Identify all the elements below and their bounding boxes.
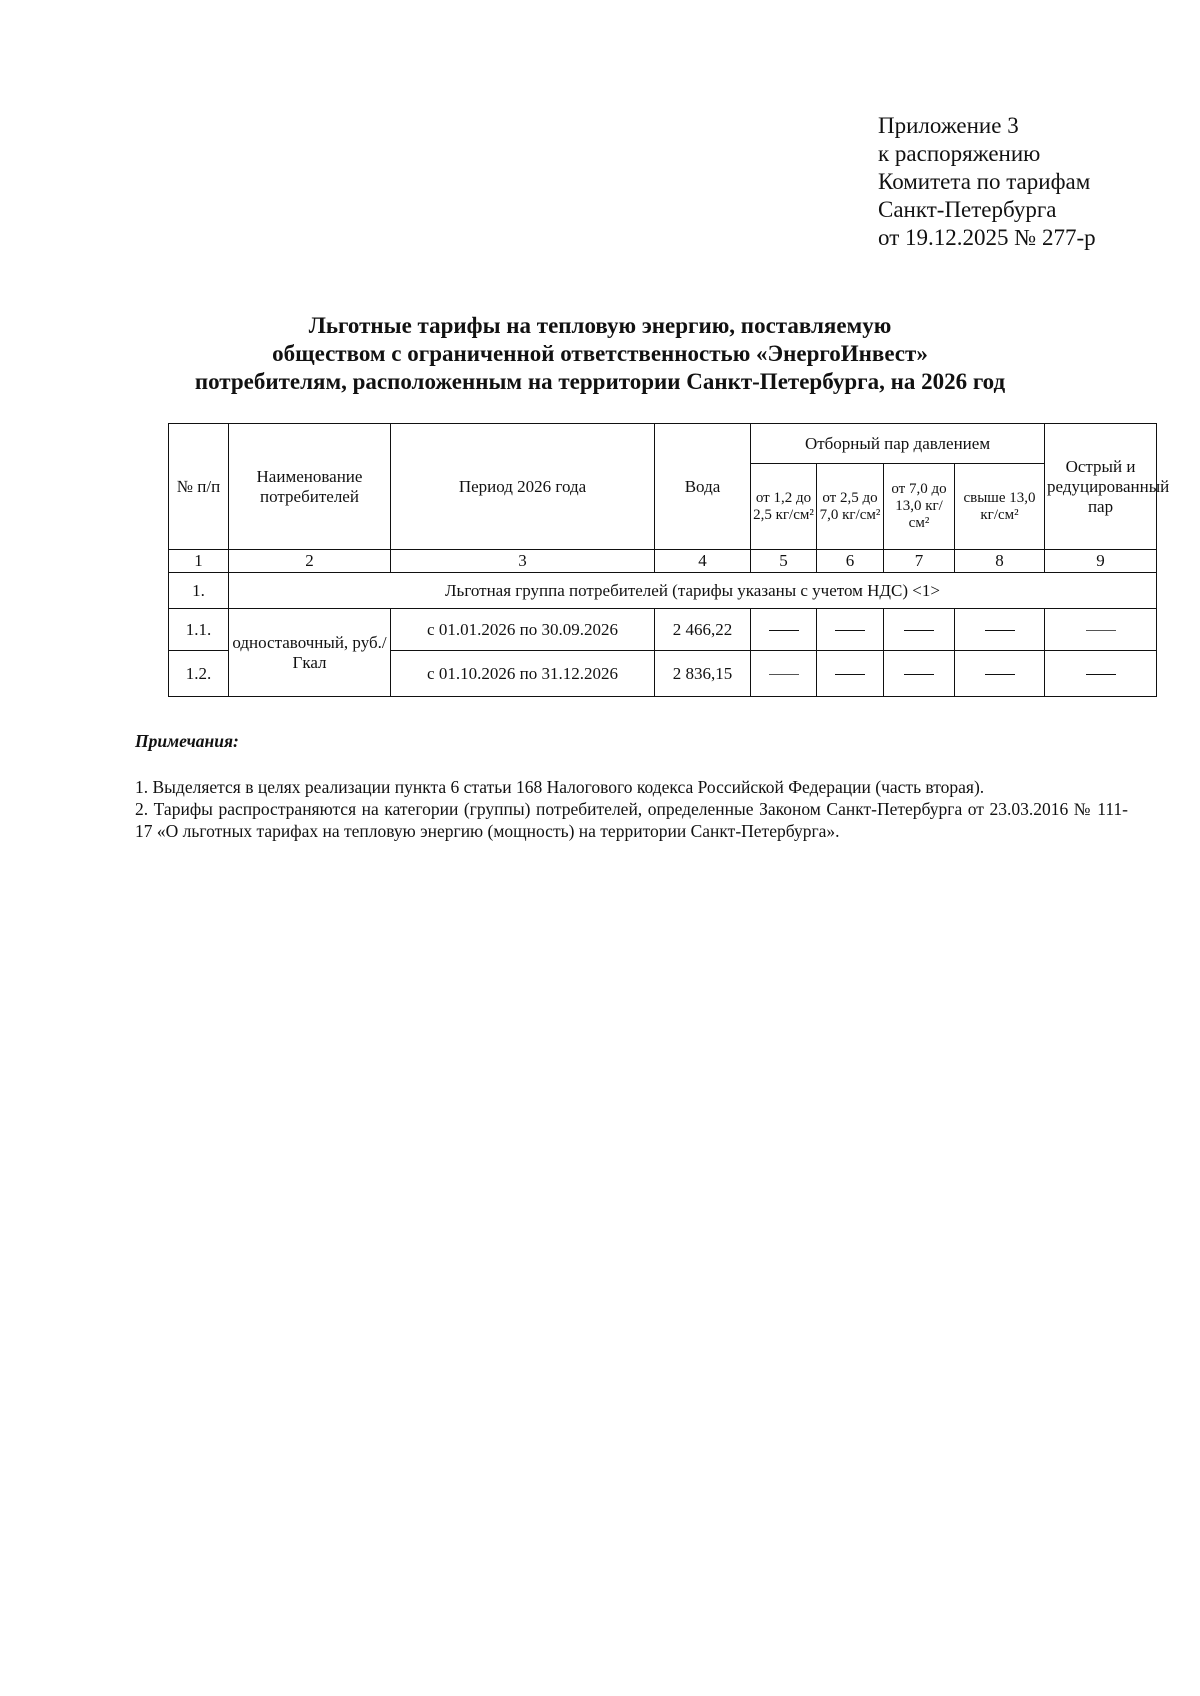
steam-cell [817,609,884,651]
table-row [169,609,1157,651]
column-index-row [169,550,1157,573]
row-num: 1.1. [169,609,229,651]
appendix-line: Комитета по тарифам [878,169,1091,194]
sharp-cell [1045,609,1157,651]
steam-cell [884,651,955,697]
steam-cell [884,609,955,651]
header-steam-1: от 1,2 до 2,5 кг/см² [751,464,817,550]
notes-heading: Примечания: [135,731,239,751]
row-water: 2 466,22 [655,609,751,651]
appendix-line: Санкт-Петербурга [878,197,1057,222]
steam-cell [817,651,884,697]
header-period: Период 2026 года [391,424,655,550]
group-label: Льготная группа потребителей (тарифы указаны с учетом НДС) <1> [229,573,1157,609]
consumer-type: одноставочный, руб./Гкал [229,609,391,697]
group-num: 1. [169,573,229,609]
notes-section [135,730,1128,842]
header-water: Вода [655,424,751,550]
appendix-header [878,112,1096,252]
dash-mark [835,630,865,631]
column-index: 3 [391,550,655,573]
document-title [100,312,1100,396]
header-num: № п/п [169,424,229,550]
header-sharp-steam: Острый и редуцированный пар [1045,424,1157,550]
dash-mark [835,674,865,675]
steam-cell [955,651,1045,697]
row-water: 2 836,15 [655,651,751,697]
header-steam-2: от 2,5 до 7,0 кг/см² [817,464,884,550]
dash-mark [904,674,934,675]
dash-mark [1086,630,1116,631]
dash-mark [985,630,1015,631]
column-index: 8 [955,550,1045,573]
dash-mark [769,674,799,675]
column-index: 2 [229,550,391,573]
steam-cell [955,609,1045,651]
row-period: с 01.10.2026 по 31.12.2026 [391,651,655,697]
column-index: 1 [169,550,229,573]
header-steam-4: свыше 13,0 кг/см² [955,464,1045,550]
appendix-line: от 19.12.2025 № 277-р [878,225,1096,250]
header-name: Наименование потребителей [229,424,391,550]
note-item: 1. Выделяется в целях реализации пункта 6 статьи 168 Налогового кодекса Российской Федерации (часть вторая). [135,777,985,797]
group-row [169,573,1157,609]
dash-mark [769,630,799,631]
column-index: 6 [817,550,884,573]
column-index: 9 [1045,550,1157,573]
header-steam-group: Отборный пар давлением [751,424,1045,464]
note-item: 2. Тарифы распространяются на категории (группы) потребителей, определенные Законом Санкт-Петербурга от 23.03.2016 № 111-17 «О льготных тарифах на тепловую энергию (мощность) на территории Санкт-Петербурга». [135,799,1128,841]
dash-mark [904,630,934,631]
steam-cell [751,651,817,697]
title-line: обществом с ограниченной ответственностью «ЭнергоИнвест» [272,341,928,366]
appendix-line: к распоряжению [878,141,1041,166]
dash-mark [1086,674,1116,675]
title-line: Льготные тарифы на тепловую энергию, поставляемую [308,313,892,338]
row-period: с 01.01.2026 по 30.09.2026 [391,609,655,651]
column-index: 4 [655,550,751,573]
appendix-line: Приложение 3 [878,113,1019,138]
row-num: 1.2. [169,651,229,697]
column-index: 5 [751,550,817,573]
tariff-table [168,423,1170,697]
sharp-cell [1045,651,1157,697]
header-steam-3: от 7,0 до 13,0 кг/см² [884,464,955,550]
column-index: 7 [884,550,955,573]
dash-mark [985,674,1015,675]
title-line: потребителям, расположенным на территории Санкт-Петербурга, на 2026 год [194,369,1006,394]
steam-cell [751,609,817,651]
